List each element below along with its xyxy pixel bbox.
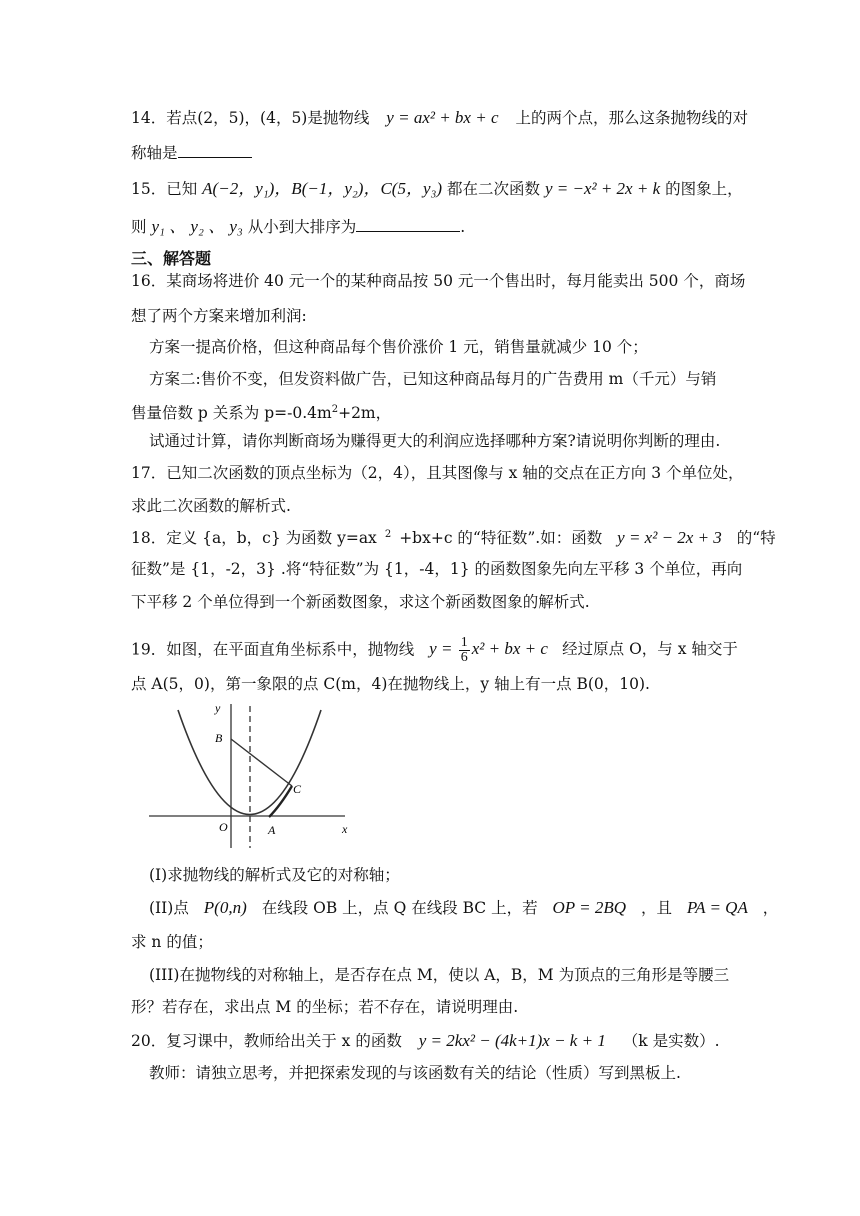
segment-bc [231, 739, 292, 786]
q15-text-6: . [460, 218, 466, 236]
q19-sub2-text-4: ， [762, 899, 779, 917]
q14-answer-blank [178, 141, 252, 158]
q14-line2 [131, 141, 252, 164]
q15-text-2: 都在二次函数 [447, 180, 541, 198]
q20-line1 [131, 1030, 720, 1052]
q19-line1 [131, 636, 738, 665]
q16-line1: 16．某商场将进价 40 元一个的某种商品按 50 元一个售出时，每月能卖出 500 个，商场 [131, 272, 746, 290]
q14-formula: y = ax² + bx + c [386, 108, 499, 127]
q19-point-p: P(0,n) [203, 898, 247, 917]
q18-text-3: 的“特 [736, 529, 776, 548]
section-heading: 三、解答题 [131, 249, 212, 268]
q16-line2: 想了两个方案来增加利润: [131, 307, 307, 325]
q15-text: 15．已知 [131, 180, 198, 198]
q18-line2: 征数”是 {1，-2，3} .将“特征数”为 {1，-4，1} 的函数图象先向左平移 3 个单位，再向 [131, 560, 743, 578]
q15-text-4: 则 [131, 218, 147, 236]
q14-line1 [131, 107, 748, 129]
q19-frac-num: 1 [460, 635, 468, 650]
q15-text-5: 从小到大排序为 [247, 218, 357, 236]
q16-line6: 试通过计算，请你判断商场为赚得更大的利润应选择哪种方案?请说明你判断的理由. [149, 432, 721, 450]
q19-eq-op: OP = 2BQ [552, 898, 627, 917]
label-o: O [219, 820, 228, 834]
label-a: A [268, 823, 276, 837]
q18-line3: 下平移 2 个单位得到一个新函数图象，求这个新函数图象的解析式. [131, 593, 590, 611]
q15-points: A(−2，y₁)，B(−1，y₂)，C(5，y₃) [202, 179, 443, 198]
q16-text-2: +2m， [338, 404, 392, 423]
q16-line3: 方案一提高价格，但这种商品每个售价涨价 1 元，销售量就减少 10 个； [149, 338, 648, 356]
q19-sub2-line1 [149, 897, 778, 919]
q20-formula: y = 2kx² − (4k+1)x − k + 1 [418, 1031, 606, 1050]
q18-line1 [131, 524, 776, 549]
q19-sub2-text: (II)点 [149, 899, 189, 917]
label-b: B [215, 731, 223, 745]
q16-sup: 2 [331, 404, 339, 415]
q19-sub1: (I)求抛物线的解析式及它的对称轴； [149, 866, 400, 884]
q19-formula-rest: x² + bx + c [471, 639, 548, 659]
label-x: x [342, 822, 348, 836]
q15-answer-blank [356, 215, 460, 232]
q14-text-2: 上的两个点，那么这条抛物线的对 [515, 109, 748, 127]
q18-sup: 2 [384, 529, 392, 540]
q19-sub2-text-3: ，且 [640, 899, 672, 917]
q16-text: 售量倍数 p 关系为 p=-0.4m [131, 404, 332, 423]
label-y: y [215, 701, 221, 715]
q19-fraction [459, 636, 470, 665]
q15-line1 [131, 178, 743, 200]
parabola-figure [145, 698, 365, 853]
q19-sub3-line1: (III)在抛物线的对称轴上，是否存在点 M，使以 A，B，M 为顶点的三角形是等腰三 [149, 966, 730, 984]
q20-line2: 教师：请独立思考，并把探索发现的与该函数有关的结论（性质）写到黑板上. [149, 1064, 681, 1082]
q14-text-3: 称轴是 [131, 144, 178, 162]
q20-text: 20．复习课中，教师给出关于 x 的函数 [131, 1032, 402, 1050]
q19-eq-pa: PA = QA [686, 898, 748, 917]
q19-formula: y = $\frac{1}{6}$ x² + bx + c [429, 635, 548, 665]
q17-line2: 求此二次函数的解析式. [131, 497, 291, 515]
q17-line1: 17．已知二次函数的顶点坐标为（2，4），且其图像与 x 轴的交点在正方向 3 个单位处， [131, 464, 744, 482]
q19-text-2: 经过原点 O，与 x 轴交于 [562, 640, 738, 659]
q16-line4: 方案二:售价不变，但发资料做广告，已知这种商品每月的广告费用 m（千元）与销 [149, 370, 717, 388]
label-c: C [293, 782, 302, 796]
q19-sub2-line2: 求 n 的值； [131, 933, 213, 951]
segment-ac [269, 786, 292, 817]
q15-formula: y = −x² + 2x + k [544, 179, 661, 198]
q18-text-2: +bx+c 的“特征数”.如：函数 [399, 529, 603, 548]
q18-text: 18．定义 {a，b，c} 为函数 y=ax [131, 529, 377, 548]
q20-text-2: （k 是实数）. [622, 1032, 720, 1050]
q14-text: 14．若点(2，5)，(4，5)是抛物线 [131, 109, 370, 127]
q15-line2 [131, 215, 465, 238]
q16-line5 [131, 399, 391, 424]
q19-frac-den: 6 [460, 650, 468, 665]
q19-sub3-line2: 形？若存在，求出点 M 的坐标；若不存在，请说明理由. [131, 998, 519, 1016]
q15-vars: y₁ 、 y₂ 、 y₃ [151, 217, 243, 236]
q18-formula: y = x² − 2x + 3 [617, 528, 722, 548]
q19-line2: 点 A(5，0)，第一象限的点 C(m，4)在抛物线上，y 轴上有一点 B(0，10). [131, 675, 650, 693]
q19-text: 19．如图，在平面直角坐标系中，抛物线 [131, 640, 415, 659]
q19-sub2-text-2: 在线段 OB 上，点 Q 在线段 BC 上，若 [261, 899, 538, 917]
q15-text-3: 的图象上， [665, 180, 743, 198]
